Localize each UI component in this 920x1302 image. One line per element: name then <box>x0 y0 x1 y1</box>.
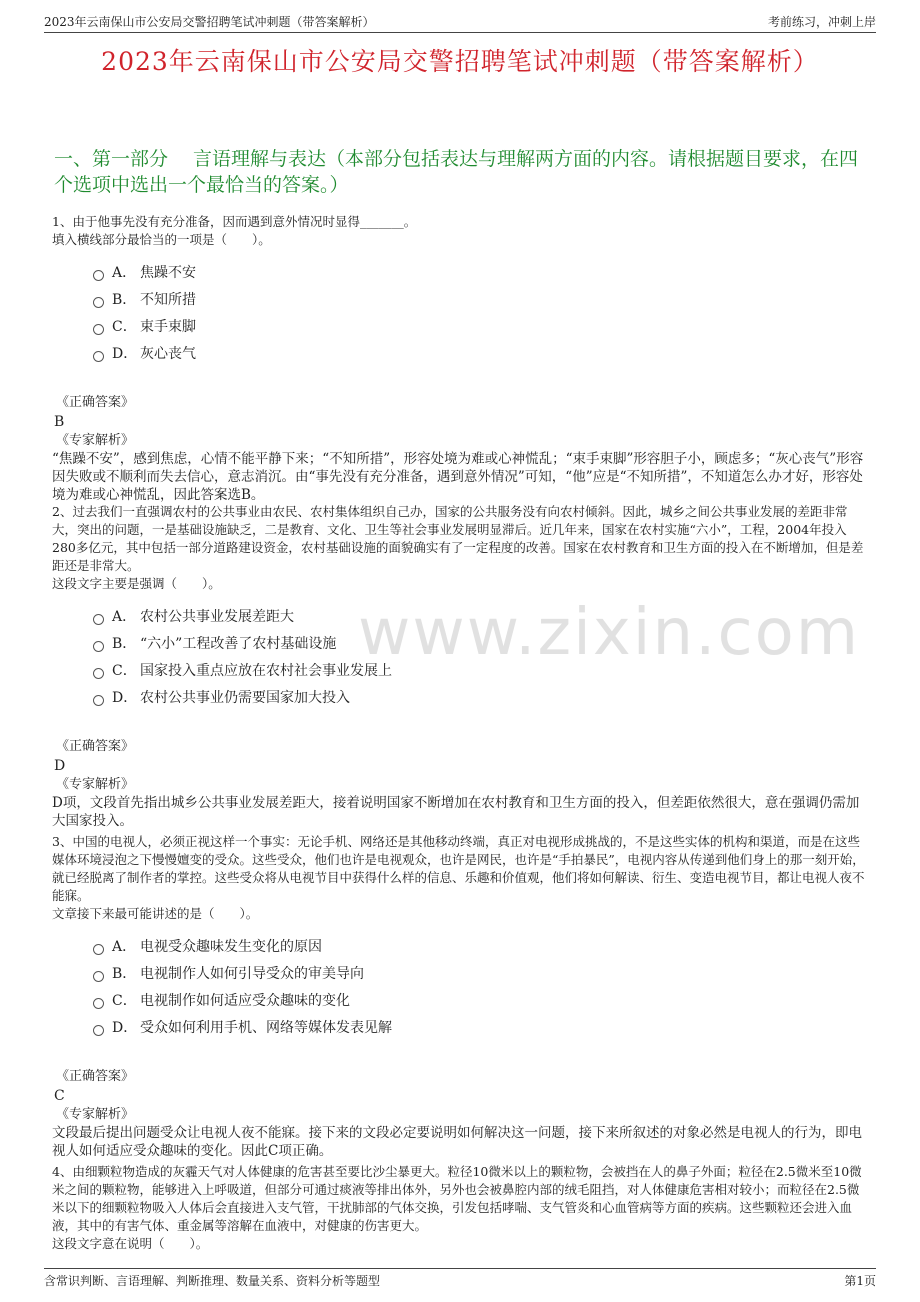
radio-icon[interactable] <box>93 270 104 281</box>
option-c[interactable]: C． 束手束脚 <box>93 313 870 340</box>
question-stem: 4、由细颗粒物造成的灰霾天气对人体健康的危害甚至要比沙尘暴更大。粒径10微米以上的颗粒物，会被挡在人的鼻子外面；粒径在2.5微米至10微米之间的颗粒物，能够进入上呼吸道，但部分可通过痰液等排出体外，另外也会被鼻腔内部的绒毛阻挡，对人体健康危害相对较小；而粒径在2.5微米以下的细颗粒物吸入人体后会直接进入支气管，干扰肺部的气体交换，引发包括哮喘、支气管炎和心血管病等方面的疾病。这些颗粒还会进入血液，其中的有害气体、重金属等溶解在血液中，对健康的伤害更大。 <box>52 1164 862 1233</box>
options-list <box>93 259 870 367</box>
answer-label: 《正确答案》 <box>56 395 135 410</box>
question-prompt: 这段文字意在说明（ ）。 <box>52 1236 209 1251</box>
footer-note: 含常识判断、言语理解、判断推理、数量关系、资料分析等题型 <box>44 1274 381 1288</box>
radio-icon[interactable] <box>93 668 104 679</box>
explanation-text: D项，文段首先指出城乡公共事业发展差距大，接着说明国家不断增加在农村教育和卫生方面的投入，但差距依然很大，意在强调仍需加大国家投入。 <box>52 795 860 829</box>
question-prompt: 填入横线部分最恰当的一项是（ ）。 <box>52 232 271 247</box>
header-doc-title: 2023年云南保山市公安局交警招聘笔试冲刺题（带答案解析） <box>44 15 375 29</box>
explanation-text: 文段最后提出问题受众让电视人夜不能寐。接下来的文段必定要说明如何解决这一问题，接下来所叙述的对象必然是电视人的行为，即电视人如何适应受众趣味的变化。因此C项正确。 <box>52 1125 862 1159</box>
answer-value: D <box>54 758 66 774</box>
option-d[interactable]: D． 受众如何利用手机、网络等媒体发表见解 <box>93 1014 870 1041</box>
options-list <box>93 933 870 1041</box>
explanation-label: 《专家解析》 <box>56 433 135 448</box>
question-stem: 3、中国的电视人，必须正视这样一个事实：无论手机、网络还是其他移动终端，真正对电视形成挑战的，不是这些实体的机构和渠道，而是在这些媒体环境浸泡之下慢慢嬗变的受众。这些受众，他们也许是电视观众，也许是网民，也许是“手拍暴民”，电视内容从传递到他们身上的那一刻开始，就已经脱离了制作者的掌控。这些受众将从电视节目中获得什么样的信息、乐趣和价值观，他们将如何解读、衍生、变造电视节目，都让电视人夜不能寐。 <box>52 834 865 903</box>
option-c[interactable]: C． 国家投入重点应放在农村社会事业发展上 <box>93 657 870 684</box>
radio-icon[interactable] <box>93 971 104 982</box>
radio-icon[interactable] <box>93 944 104 955</box>
question-2 <box>52 503 870 830</box>
option-d[interactable]: D． 灰心丧气 <box>93 340 870 367</box>
radio-icon[interactable] <box>93 351 104 362</box>
option-a[interactable]: A． 电视受众趣味发生变化的原因 <box>93 933 870 960</box>
question-stem: 1、由于他事先没有充分准备，因而遇到意外情况时显得_______。 <box>52 214 417 229</box>
options-list <box>93 603 870 711</box>
question-4 <box>52 1163 870 1253</box>
radio-icon[interactable] <box>93 695 104 706</box>
radio-icon[interactable] <box>93 998 104 1009</box>
radio-icon[interactable] <box>93 641 104 652</box>
answer-value: B <box>54 414 65 430</box>
page-header <box>44 10 876 33</box>
question-prompt: 这段文字主要是强调（ ）。 <box>52 576 221 591</box>
radio-icon[interactable] <box>93 614 104 625</box>
document-title: 2023年云南保山市公安局交警招聘笔试冲刺题（带答案解析） <box>101 47 819 76</box>
watermark: www.zixin.com <box>358 596 861 670</box>
header-slogan: 考前练习，冲刺上岸 <box>767 15 876 29</box>
question-prompt: 文章接下来最可能讲述的是（ ）。 <box>52 906 259 921</box>
option-b[interactable]: B． 电视制作人如何引导受众的审美导向 <box>93 960 870 987</box>
option-d[interactable]: D． 农村公共事业仍需要国家加大投入 <box>93 684 870 711</box>
answer-label: 《正确答案》 <box>56 739 135 754</box>
question-3 <box>52 833 870 1160</box>
page-number: 第1页 <box>844 1274 876 1288</box>
explanation-label: 《专家解析》 <box>56 1107 135 1122</box>
question-stem: 2、过去我们一直强调农村的公共事业由农民、农村集体组织自己办，国家的公共服务没有向农村倾斜。因此，城乡之间公共事业发展的差距非常大，突出的问题，一是基础设施缺乏，二是教育、文化、卫生等社会事业发展明显滞后。近几年来，国家在农村实施“六小”，工程，2004年投入280多亿元，其中包括一部分道路建设资金，农村基础设施的面貌确实有了一定程度的改善。国家在农村教育和卫生方面的投入在不断增加，但是差距还是非常大。 <box>52 504 864 573</box>
option-a[interactable]: A． 农村公共事业发展差距大 <box>93 603 870 630</box>
radio-icon[interactable] <box>93 1025 104 1036</box>
option-b[interactable]: B． 不知所措 <box>93 286 870 313</box>
radio-icon[interactable] <box>93 324 104 335</box>
option-a[interactable]: A． 焦躁不安 <box>93 259 870 286</box>
explanation-text: “焦躁不安”，感到焦虑，心情不能平静下来；“不知所措”，形容处境为难或心神慌乱；“束手束脚”形容胆子小，顾虑多；“灰心丧气”形容因失败或不顺利而失去信心，意志消沉。由“事先没有充分准备，遇到意外情况”可知，“他”应是“不知所措”，不知道怎么办才好，形容处境为难或心神慌乱，因此答案选B。 <box>52 451 864 503</box>
page-footer <box>44 1268 876 1289</box>
answer-label: 《正确答案》 <box>56 1069 135 1084</box>
question-1 <box>52 213 870 504</box>
explanation-label: 《专家解析》 <box>56 777 135 792</box>
option-c[interactable]: C． 电视制作如何适应受众趣味的变化 <box>93 987 870 1014</box>
answer-value: C <box>54 1088 65 1104</box>
option-b[interactable]: B． “六小”工程改善了农村基础设施 <box>93 630 870 657</box>
radio-icon[interactable] <box>93 297 104 308</box>
section-heading: 一、第一部分 言语理解与表达（本部分包括表达与理解两方面的内容。请根据题目要求，在四个选项中选出一个最恰当的答案。） <box>54 148 859 196</box>
